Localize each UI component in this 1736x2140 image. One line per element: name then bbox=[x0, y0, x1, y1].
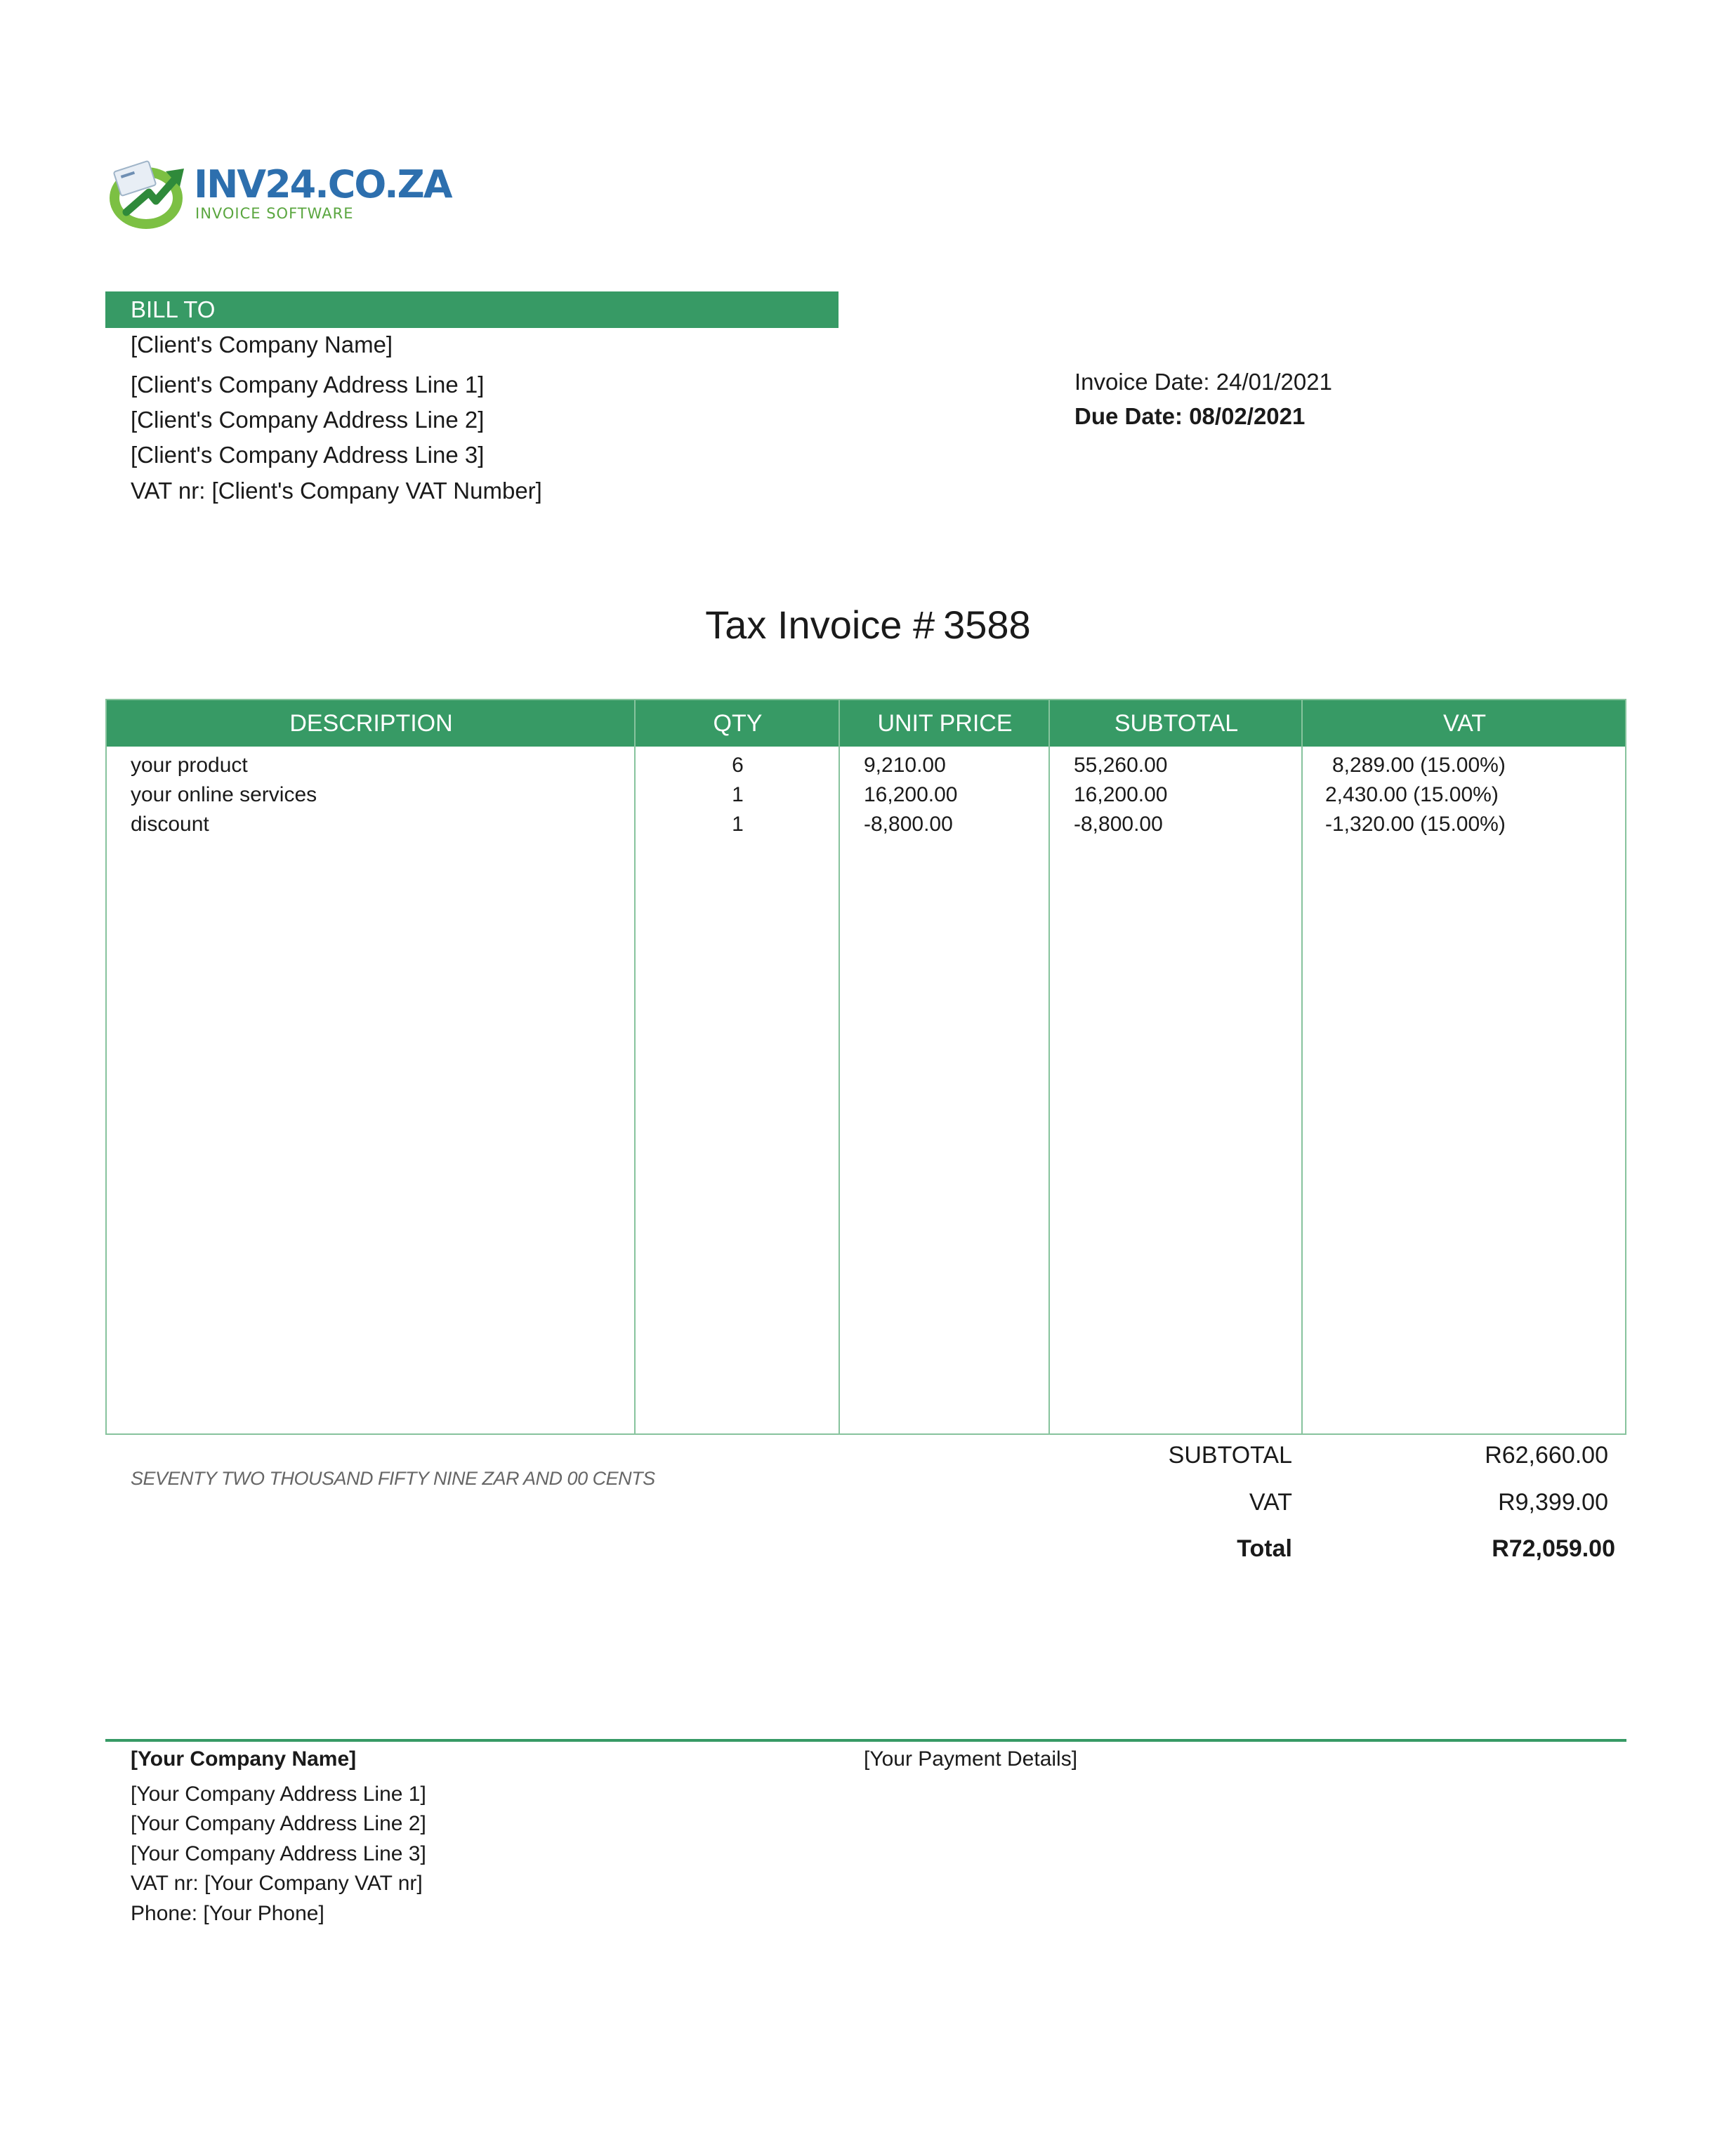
column-header-vat: VAT bbox=[1442, 709, 1487, 737]
logo-name: INV24.CO.ZA bbox=[194, 162, 452, 206]
due-date: Due Date: 08/02/2021 bbox=[1074, 403, 1306, 429]
bill-to-heading: BILL TO bbox=[131, 296, 216, 322]
table-header bbox=[107, 700, 1625, 747]
row-1-description: your product bbox=[131, 754, 248, 777]
client-address-line-2: [Client's Company Address Line 2] bbox=[131, 407, 485, 433]
footer-address-line-2: [Your Company Address Line 2] bbox=[131, 1812, 426, 1835]
column-divider bbox=[634, 700, 636, 1433]
row-1-vat: 8,289.00 (15.00%) bbox=[1332, 754, 1506, 777]
column-divider bbox=[1301, 700, 1303, 1433]
logo-tagline: INVOICE SOFTWARE bbox=[195, 205, 354, 222]
row-3-description: discount bbox=[131, 813, 209, 836]
column-header-description: DESCRIPTION bbox=[289, 709, 453, 737]
vat-label: VAT bbox=[1249, 1489, 1292, 1516]
items-table bbox=[105, 699, 1626, 1435]
subtotal-label: SUBTOTAL bbox=[1168, 1442, 1292, 1469]
invoice-title-label: Tax Invoice # bbox=[705, 603, 935, 647]
row-1-subtotal: 55,260.00 bbox=[1074, 754, 1168, 777]
client-vat-number: VAT nr: [Client's Company VAT Number] bbox=[131, 478, 542, 504]
row-2-unit-price: 16,200.00 bbox=[864, 783, 958, 806]
row-1-unit-price: 9,210.00 bbox=[864, 754, 946, 777]
row-3-unit-price: -8,800.00 bbox=[864, 813, 953, 836]
column-header-qty: QTY bbox=[713, 709, 763, 737]
column-header-subtotal: SUBTOTAL bbox=[1114, 709, 1239, 737]
footer-vat-number: VAT nr: [Your Company VAT nr] bbox=[131, 1872, 423, 1895]
vat-value: R9,399.00 bbox=[1498, 1489, 1608, 1516]
payment-details: [Your Payment Details] bbox=[864, 1747, 1078, 1771]
footer-address-line-1: [Your Company Address Line 1] bbox=[131, 1783, 426, 1806]
bill-to-header bbox=[105, 291, 839, 328]
client-address-line-3: [Client's Company Address Line 3] bbox=[131, 442, 485, 468]
footer-address-line-3: [Your Company Address Line 3] bbox=[131, 1842, 426, 1865]
total-label: Total bbox=[1237, 1535, 1292, 1562]
footer-divider bbox=[105, 1739, 1626, 1742]
invoice-title bbox=[0, 605, 1736, 645]
row-2-vat: 2,430.00 (15.00%) bbox=[1325, 783, 1499, 806]
invoice-number: 3588 bbox=[943, 603, 1031, 647]
footer-phone: Phone: [Your Phone] bbox=[131, 1902, 324, 1925]
subtotal-value: R62,660.00 bbox=[1485, 1442, 1608, 1469]
logo-icon bbox=[105, 153, 197, 237]
client-company-name: [Client's Company Name] bbox=[131, 331, 393, 357]
footer-company-name: [Your Company Name] bbox=[131, 1747, 357, 1771]
column-divider bbox=[839, 700, 840, 1433]
row-1-qty: 6 bbox=[732, 754, 744, 777]
row-2-qty: 1 bbox=[732, 783, 744, 806]
row-3-subtotal: -8,800.00 bbox=[1074, 813, 1163, 836]
amount-in-words: SEVENTY TWO THOUSAND FIFTY NINE ZAR AND 00 CENTS bbox=[131, 1468, 655, 1489]
column-header-unit-price: UNIT PRICE bbox=[877, 709, 1013, 737]
row-2-subtotal: 16,200.00 bbox=[1074, 783, 1168, 806]
invoice-date: Invoice Date: 24/01/2021 bbox=[1074, 369, 1332, 395]
column-divider bbox=[1048, 700, 1050, 1433]
row-2-description: your online services bbox=[131, 783, 317, 806]
row-3-qty: 1 bbox=[732, 813, 744, 836]
row-3-vat: -1,320.00 (15.00%) bbox=[1325, 813, 1506, 836]
total-value: R72,059.00 bbox=[1492, 1535, 1615, 1562]
client-address-line-1: [Client's Company Address Line 1] bbox=[131, 372, 485, 398]
